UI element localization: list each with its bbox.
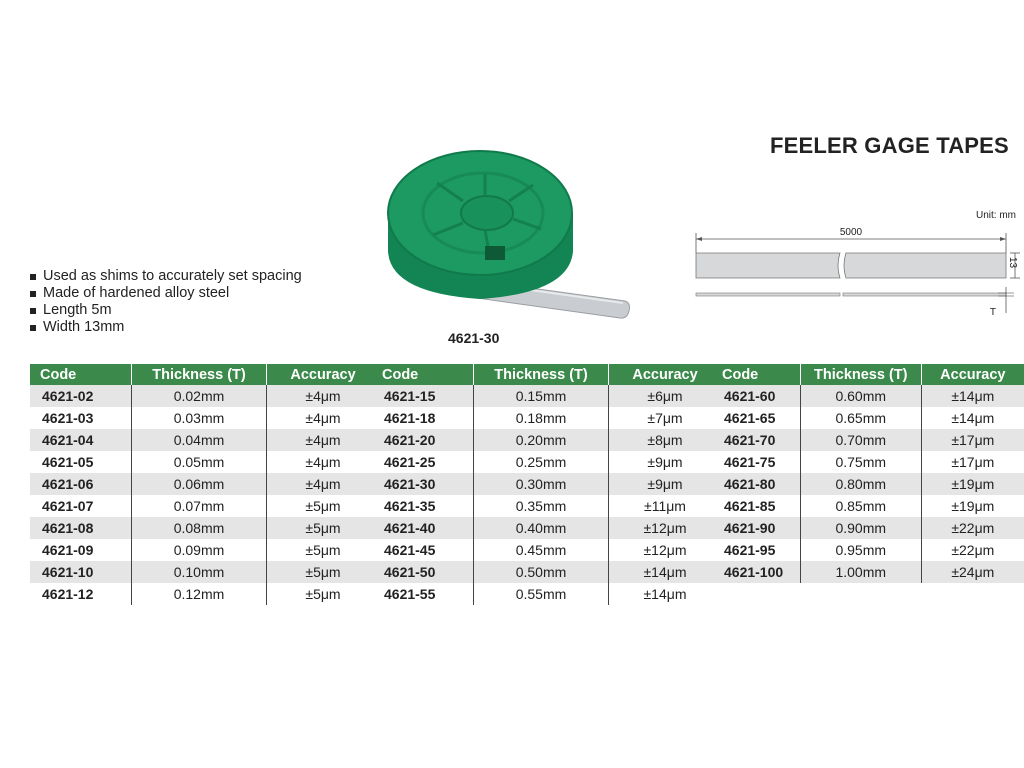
length-dimension-label: 5000 [839, 227, 863, 238]
table-row [30, 583, 379, 605]
accuracy-cell: ±12μm [609, 517, 722, 539]
spec-table-3 [712, 364, 1024, 583]
table-row [30, 429, 379, 451]
thickness-cell: 0.30mm [474, 473, 609, 495]
thickness-header: Thickness (T) [474, 364, 609, 385]
code-header: Code [30, 364, 132, 385]
code-cell: 4621-03 [30, 407, 132, 429]
accuracy-cell: ±5μm [267, 539, 380, 561]
accuracy-header: Accuracy [921, 364, 1024, 385]
code-cell: 4621-06 [30, 473, 132, 495]
thickness-cell: 0.04mm [132, 429, 267, 451]
accuracy-header: Accuracy [609, 364, 722, 385]
thickness-dimension-label: T [989, 307, 996, 318]
code-cell: 4621-75 [712, 451, 800, 473]
spec-table-1 [30, 364, 379, 605]
accuracy-cell: ±19μm [921, 495, 1024, 517]
code-cell: 4621-25 [372, 451, 474, 473]
accuracy-cell: ±9μm [609, 473, 722, 495]
table-row [712, 517, 1024, 539]
accuracy-cell: ±14μm [609, 583, 722, 605]
code-cell: 4621-18 [372, 407, 474, 429]
code-cell: 4621-05 [30, 451, 132, 473]
thickness-cell: 0.02mm [132, 385, 267, 407]
tape-dimension-diagram [690, 205, 1024, 320]
accuracy-cell: ±4μm [267, 407, 380, 429]
table-row [712, 539, 1024, 561]
thickness-cell: 0.12mm [132, 583, 267, 605]
table-row [712, 451, 1024, 473]
thickness-cell: 0.40mm [474, 517, 609, 539]
width-dimension-label: 13 [1007, 257, 1018, 269]
accuracy-cell: ±5μm [267, 583, 380, 605]
feature-list [28, 268, 302, 336]
table-header-row [372, 364, 721, 385]
thickness-cell: 0.80mm [800, 473, 921, 495]
code-cell: 4621-30 [372, 473, 474, 495]
code-header: Code [712, 364, 800, 385]
accuracy-cell: ±22μm [921, 539, 1024, 561]
code-cell: 4621-95 [712, 539, 800, 561]
table-row [372, 407, 721, 429]
feature-item: Used as shims to accurately set spacing [28, 268, 302, 285]
table-row [30, 539, 379, 561]
table-row [372, 473, 721, 495]
code-cell: 4621-02 [30, 385, 132, 407]
table-row [372, 561, 721, 583]
thickness-cell: 1.00mm [800, 561, 921, 583]
product-caption: 4621-30 [448, 330, 500, 346]
table-header-row [712, 364, 1024, 385]
code-cell: 4621-08 [30, 517, 132, 539]
table-row [30, 385, 379, 407]
code-cell: 4621-15 [372, 385, 474, 407]
accuracy-cell: ±5μm [267, 561, 380, 583]
feeler-tape-case-image [385, 143, 635, 328]
accuracy-cell: ±19μm [921, 473, 1024, 495]
thickness-cell: 0.05mm [132, 451, 267, 473]
table-row [372, 451, 721, 473]
table-row [30, 407, 379, 429]
thickness-cell: 0.65mm [800, 407, 921, 429]
table-row [30, 561, 379, 583]
accuracy-cell: ±22μm [921, 517, 1024, 539]
accuracy-cell: ±14μm [609, 561, 722, 583]
thickness-cell: 0.75mm [800, 451, 921, 473]
accuracy-cell: ±6μm [609, 385, 722, 407]
thickness-cell: 0.45mm [474, 539, 609, 561]
table-row [30, 473, 379, 495]
code-cell: 4621-100 [712, 561, 800, 583]
code-cell: 4621-35 [372, 495, 474, 517]
code-cell: 4621-90 [712, 517, 800, 539]
accuracy-cell: ±8μm [609, 429, 722, 451]
code-header: Code [372, 364, 474, 385]
accuracy-cell: ±5μm [267, 495, 380, 517]
feature-item: Length 5m [28, 302, 302, 319]
table-row [712, 429, 1024, 451]
thickness-cell: 0.35mm [474, 495, 609, 517]
thickness-cell: 0.09mm [132, 539, 267, 561]
thickness-cell: 0.50mm [474, 561, 609, 583]
table-row [712, 495, 1024, 517]
table-row [372, 385, 721, 407]
accuracy-cell: ±5μm [267, 517, 380, 539]
table-row [372, 495, 721, 517]
thickness-cell: 0.25mm [474, 451, 609, 473]
thickness-cell: 0.08mm [132, 517, 267, 539]
thickness-header: Thickness (T) [132, 364, 267, 385]
table-row [712, 561, 1024, 583]
thickness-cell: 0.07mm [132, 495, 267, 517]
table-row [372, 539, 721, 561]
code-cell: 4621-40 [372, 517, 474, 539]
thickness-cell: 0.55mm [474, 583, 609, 605]
accuracy-cell: ±4μm [267, 429, 380, 451]
code-cell: 4621-60 [712, 385, 800, 407]
code-cell: 4621-07 [30, 495, 132, 517]
table-row [30, 451, 379, 473]
accuracy-cell: ±4μm [267, 451, 380, 473]
table-row [712, 407, 1024, 429]
feature-item: Width 13mm [28, 319, 302, 336]
table-header-row [30, 364, 379, 385]
table-row [712, 473, 1024, 495]
code-cell: 4621-80 [712, 473, 800, 495]
code-cell: 4621-20 [372, 429, 474, 451]
code-cell: 4621-09 [30, 539, 132, 561]
unit-label: Unit: mm [976, 210, 1016, 221]
thickness-cell: 0.18mm [474, 407, 609, 429]
code-cell: 4621-70 [712, 429, 800, 451]
accuracy-cell: ±17μm [921, 429, 1024, 451]
table-row [30, 517, 379, 539]
thickness-cell: 0.20mm [474, 429, 609, 451]
thickness-cell: 0.60mm [800, 385, 921, 407]
feature-item: Made of hardened alloy steel [28, 285, 302, 302]
code-cell: 4621-55 [372, 583, 474, 605]
code-cell: 4621-85 [712, 495, 800, 517]
code-cell: 4621-12 [30, 583, 132, 605]
table-row [30, 495, 379, 517]
code-cell: 4621-04 [30, 429, 132, 451]
thickness-cell: 0.15mm [474, 385, 609, 407]
thickness-cell: 0.03mm [132, 407, 267, 429]
spec-table-2 [372, 364, 721, 605]
thickness-cell: 0.95mm [800, 539, 921, 561]
accuracy-header: Accuracy [267, 364, 380, 385]
page-title: FEELER GAGE TAPES [770, 133, 1009, 158]
thickness-cell: 0.70mm [800, 429, 921, 451]
code-cell: 4621-65 [712, 407, 800, 429]
code-cell: 4621-50 [372, 561, 474, 583]
accuracy-cell: ±9μm [609, 451, 722, 473]
accuracy-cell: ±12μm [609, 539, 722, 561]
accuracy-cell: ±17μm [921, 451, 1024, 473]
thickness-cell: 0.85mm [800, 495, 921, 517]
table-row [372, 517, 721, 539]
accuracy-cell: ±4μm [267, 385, 380, 407]
thickness-cell: 0.06mm [132, 473, 267, 495]
thickness-cell: 0.90mm [800, 517, 921, 539]
thickness-cell: 0.10mm [132, 561, 267, 583]
code-cell: 4621-45 [372, 539, 474, 561]
table-row [712, 385, 1024, 407]
accuracy-cell: ±24μm [921, 561, 1024, 583]
code-cell: 4621-10 [30, 561, 132, 583]
thickness-header: Thickness (T) [800, 364, 921, 385]
accuracy-cell: ±7μm [609, 407, 722, 429]
accuracy-cell: ±11μm [609, 495, 722, 517]
accuracy-cell: ±4μm [267, 473, 380, 495]
accuracy-cell: ±14μm [921, 385, 1024, 407]
accuracy-cell: ±14μm [921, 407, 1024, 429]
table-row [372, 583, 721, 605]
table-row [372, 429, 721, 451]
